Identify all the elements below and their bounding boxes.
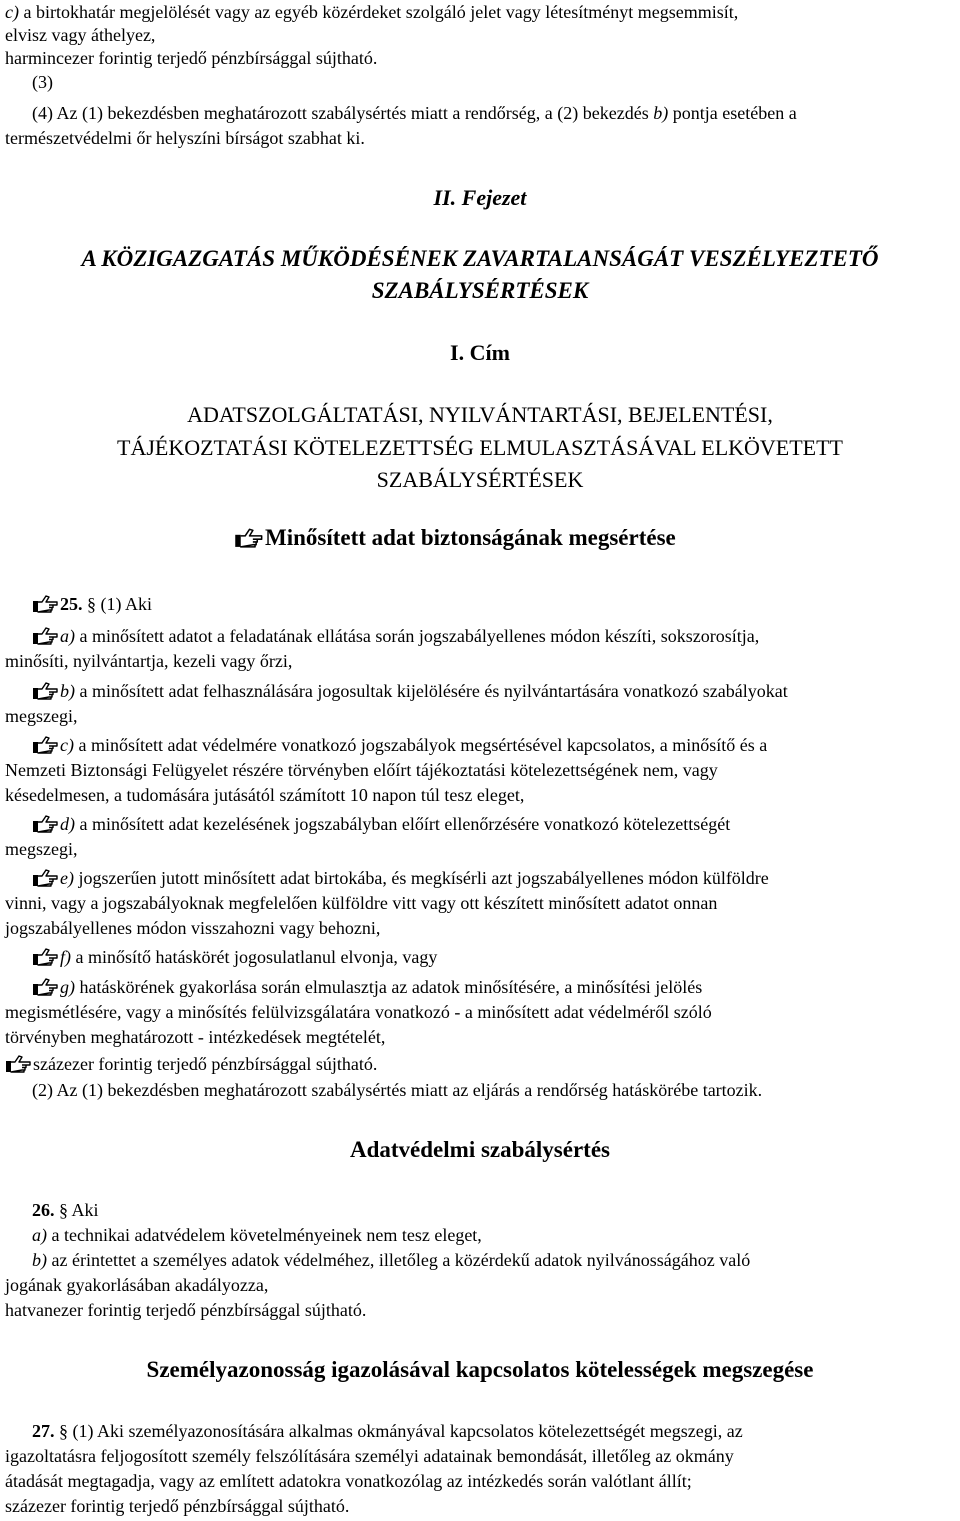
section-heading: Minősített adat biztonságának megsértése — [234, 526, 956, 550]
cim-title: SZABÁLYSÉRTÉSEK — [376, 467, 584, 492]
text-line: megismétlésére, vagy a minősítés felülvizsgálatára vonatkozó - a minősített adat védelméről szóló — [5, 1002, 712, 1022]
cim-title: ADATSZOLGÁLTATÁSI, NYILVÁNTARTÁSI, BEJELENTÉSI, — [187, 402, 773, 427]
point-c: c) a minősített adat védelmére vonatkozó jogszabályok megsértésével kapcsolatos, a minősítő és a — [32, 733, 956, 757]
text-line: jogszabályellenes módon visszahozni vagy behozni, — [5, 918, 381, 938]
text-line: megszegi, — [5, 839, 78, 859]
pointing-hand-icon[interactable] — [32, 593, 59, 613]
paragraph-start: 27. § (1) Aki személyazonosítására alkalmas okmányával kapcsolatos kötelezettségét megszegi, az — [32, 1421, 743, 1441]
pointing-hand-icon[interactable] — [32, 813, 59, 833]
pointing-hand-icon[interactable] — [32, 734, 59, 754]
text-line: elvisz vagy áthelyez, — [5, 25, 156, 45]
text-line: minősíti, nyilvántartja, kezeli vagy őrzi, — [5, 651, 293, 671]
point-a: a) a minősített adatot a feladatának ellátása során jogszabályellenes módon készíti, sokszorosítja, — [32, 624, 956, 648]
point-d: d) a minősített adat kezelésének jogszabályban előírt ellenőrzésére vonatkozó kötelezettségét — [32, 812, 956, 836]
text-line: Nemzeti Biztonsági Felügyelet részére törvényben előírt tájékoztatási kötelezettségének nem, vagy — [5, 760, 718, 780]
text-line: igazoltatásra feljogosított személy felszólítására személyi adatainak bemondását, illetőleg az okmány — [5, 1446, 734, 1466]
text-line: megszegi, — [5, 706, 78, 726]
text-line: természetvédelmi őr helyszíni bírságot szabhat ki. — [5, 128, 365, 148]
chapter-title: SZABÁLYSÉRTÉSEK — [371, 278, 589, 303]
point-b: b) a minősített adat felhasználására jogosultak kijelölésére és nyilvántartására vonatkozó szabályokat — [32, 679, 956, 703]
text-line: harmincezer forintig terjedő pénzbírsággal sújtható. — [5, 48, 378, 68]
pointing-hand-icon[interactable] — [32, 976, 59, 996]
point-e: e) jogszerűen jutott minősített adat birtokába, és megkísérli azt jogszabályellenes módon külföldre — [32, 866, 956, 890]
paragraph-start: 25. § (1) Aki — [32, 592, 956, 616]
penalty-line: hatvanezer forintig terjedő pénzbírsággal sújtható. — [5, 1300, 367, 1320]
pointing-hand-icon[interactable] — [32, 867, 59, 887]
point-b: b) az érintettet a személyes adatok védelméhez, illetőleg a közérdekű adatok nyilvánosságához való — [32, 1250, 751, 1270]
chapter-title: A KÖZIGAZGATÁS MŰKÖDÉSÉNEK ZAVARTALANSÁGÁT VESZÉLYEZTETŐ — [81, 246, 879, 271]
text-line: c) a birtokhatár megjelölését vagy az egyéb közérdeket szolgáló jelet vagy létesítményt megsemmisít, — [5, 2, 739, 22]
text-line: vinni, vagy a jogszabályoknak megfelelően külföldre vitt vagy ott készített minősített adatot onnan — [5, 893, 718, 913]
section-heading: Adatvédelmi szabálysértés — [350, 1137, 610, 1162]
point-a: a) a technikai adatvédelem követelményeinek nem tesz eleget, — [32, 1225, 482, 1245]
cim-number: I. Cím — [450, 340, 510, 365]
text-line: (4) Az (1) bekezdésben meghatározott szabálysértés miatt a rendőrség, a (2) bekezdés b) pontja esetében a — [32, 103, 797, 123]
text-line: törvényben meghatározott - intézkedések megtételét, — [5, 1027, 386, 1047]
text-line: százezer forintig terjedő pénzbírsággal sújtható. — [5, 1496, 350, 1516]
pointing-hand-icon[interactable] — [234, 526, 264, 548]
text-line: átadását megtagadja, vagy az említett adatokra vonatkozólag az intézkedés során valótlant állít; — [5, 1471, 692, 1491]
pointing-hand-icon[interactable] — [5, 1053, 32, 1073]
penalty-line: százezer forintig terjedő pénzbírsággal sújtható. — [5, 1052, 956, 1076]
cim-title: TÁJÉKOZTATÁSI KÖTELEZETTSÉG ELMULASZTÁSÁVAL ELKÖVETETT — [117, 435, 843, 460]
point-g: g) hatáskörének gyakorlása során elmulasztja az adatok minősítésére, a minősítési jelölés — [32, 975, 956, 999]
chapter-number: II. Fejezet — [433, 185, 527, 210]
paragraph-start: 26. § Aki — [32, 1200, 99, 1220]
text-line: késedelmesen, a tudomására jutásától számított 10 napon túl tesz eleget, — [5, 785, 525, 805]
pointing-hand-icon[interactable] — [32, 946, 59, 966]
point-f: f) a minősítő hatáskörét jogosulatlanul elvonja, vagy — [32, 945, 956, 969]
pointing-hand-icon[interactable] — [32, 625, 59, 645]
text-line: (2) Az (1) bekezdésben meghatározott szabálysértés miatt az eljárás a rendőrség hatáskörébe tartozik. — [32, 1080, 763, 1100]
pointing-hand-icon[interactable] — [32, 680, 59, 700]
text-line: jogának gyakorlásában akadályozza, — [5, 1275, 269, 1295]
text-line: (3) — [32, 72, 53, 92]
section-heading: Személyazonosság igazolásával kapcsolatos kötelességek megszegése — [146, 1357, 814, 1382]
